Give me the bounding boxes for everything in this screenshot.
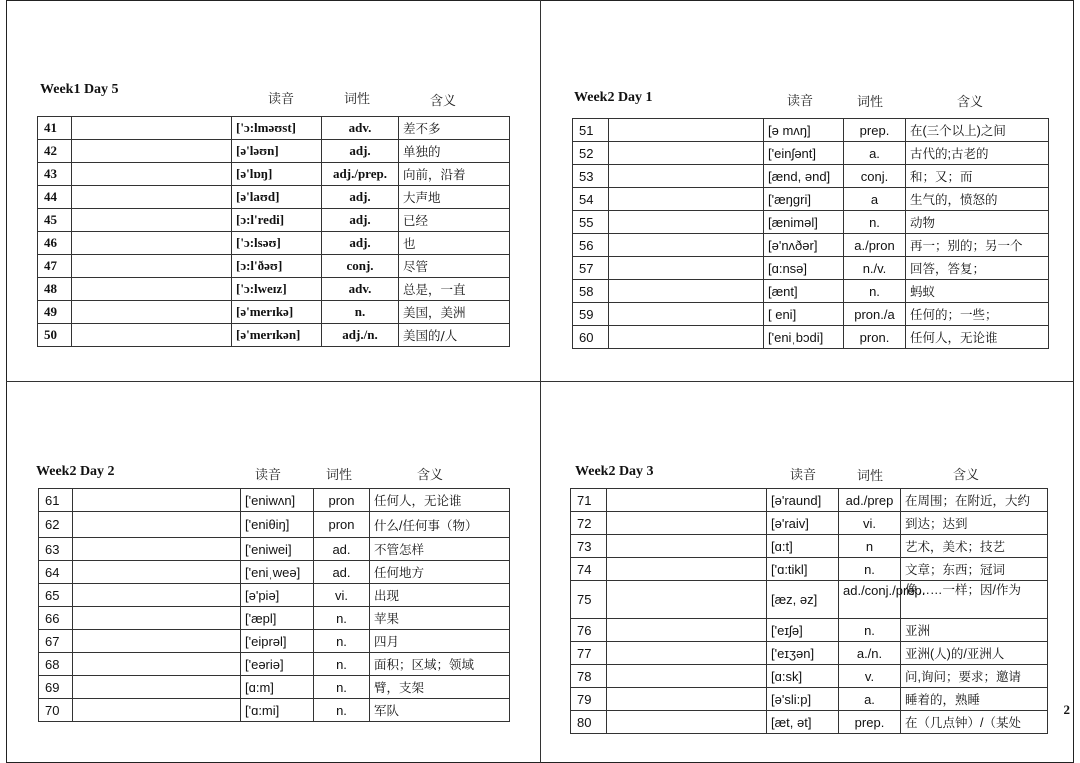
meaning-cell: 亚洲 [901, 619, 1048, 642]
word-number: 68 [39, 653, 73, 676]
part-of-speech-cell: a [844, 188, 906, 211]
vocab-table [572, 118, 1049, 349]
table-row [573, 280, 1049, 303]
meaning-cell: 尽管 [399, 255, 510, 278]
word-number: 52 [573, 142, 609, 165]
pronunciation-cell: ['æŋgri] [764, 188, 844, 211]
word-number: 80 [571, 711, 607, 734]
word-number: 53 [573, 165, 609, 188]
table-row [571, 711, 1048, 734]
table-row [39, 653, 510, 676]
vocab-table [37, 116, 510, 347]
pronunciation-cell: ['eniˌweə] [241, 561, 314, 584]
part-of-speech-cell: adj. [322, 232, 399, 255]
word-number: 41 [38, 117, 72, 140]
meaning-cell: 和；又；而 [906, 165, 1049, 188]
table-row [38, 140, 510, 163]
pronunciation-cell: [æt, ət] [767, 711, 839, 734]
table-row [571, 665, 1048, 688]
table-row [571, 512, 1048, 535]
blank-cell [607, 665, 767, 688]
table-row [39, 561, 510, 584]
header-pron: 读音 [787, 94, 814, 109]
meaning-cell: 向前，沿着 [399, 163, 510, 186]
blank-cell [609, 257, 764, 280]
header-pron: 读音 [790, 468, 817, 483]
pronunciation-cell: [ə'merɪkən] [232, 324, 322, 347]
header-meaning: 含义 [417, 468, 444, 483]
blank-cell [607, 512, 767, 535]
part-of-speech-cell: pron [314, 512, 370, 538]
vocab-table [38, 488, 510, 722]
part-of-speech-cell: n. [844, 211, 906, 234]
blank-cell [607, 688, 767, 711]
header-meaning: 含义 [957, 95, 984, 110]
table-row [39, 607, 510, 630]
blank-cell [72, 209, 232, 232]
blank-cell [609, 211, 764, 234]
meaning-cell: 苹果 [370, 607, 510, 630]
part-of-speech-cell: v. [839, 665, 901, 688]
pronunciation-cell: ['eiprəl] [241, 630, 314, 653]
table-row [573, 326, 1049, 349]
part-of-speech-cell: n. [314, 676, 370, 699]
word-number: 72 [571, 512, 607, 535]
pronunciation-cell: [ə'raiv] [767, 512, 839, 535]
pronunciation-cell: [ə'raund] [767, 489, 839, 512]
pronunciation-cell: ['ɑ:mi] [241, 699, 314, 722]
part-of-speech-cell: n. [839, 558, 901, 581]
meaning-cell: 大声地 [399, 186, 510, 209]
blank-cell [72, 278, 232, 301]
meaning-cell: 美国的/人 [399, 324, 510, 347]
pronunciation-cell: [ɑ:sk] [767, 665, 839, 688]
meaning-cell: 单独的 [399, 140, 510, 163]
pronunciation-cell: [ə'sli:p] [767, 688, 839, 711]
pronunciation-cell: [ɑ:nsə] [764, 257, 844, 280]
word-number: 77 [571, 642, 607, 665]
word-number: 79 [571, 688, 607, 711]
part-of-speech-cell: a. [844, 142, 906, 165]
blank-cell [609, 303, 764, 326]
pronunciation-cell: ['ɔ:lməʊst] [232, 117, 322, 140]
pronunciation-cell: [ɑ:m] [241, 676, 314, 699]
word-number: 48 [38, 278, 72, 301]
part-of-speech-cell: n [839, 535, 901, 558]
blank-cell [72, 324, 232, 347]
pronunciation-cell: [ eni] [764, 303, 844, 326]
blank-cell [72, 301, 232, 324]
horizontal-divider [6, 381, 1074, 382]
table-row [573, 234, 1049, 257]
pronunciation-cell: [ænd, ənd] [764, 165, 844, 188]
header-pos: 词性 [857, 469, 884, 484]
part-of-speech-cell: vi. [314, 584, 370, 607]
blank-cell [607, 711, 767, 734]
part-of-speech-cell: ad./conj./prep. [839, 581, 901, 619]
part-of-speech-cell: n./v. [844, 257, 906, 280]
table-row [573, 188, 1049, 211]
pronunciation-cell: [æz, əz] [767, 581, 839, 619]
pronunciation-cell: [ɑ:t] [767, 535, 839, 558]
word-number: 69 [39, 676, 73, 699]
meaning-cell: 差不多 [399, 117, 510, 140]
table-row [38, 324, 510, 347]
part-of-speech-cell: a./pron [844, 234, 906, 257]
word-number: 65 [39, 584, 73, 607]
part-of-speech-cell: conj. [844, 165, 906, 188]
pronunciation-cell: [ænimәl] [764, 211, 844, 234]
table-row [39, 584, 510, 607]
part-of-speech-cell: n. [839, 619, 901, 642]
word-number: 70 [39, 699, 73, 722]
header-pron: 读音 [255, 468, 282, 483]
blank-cell [609, 326, 764, 349]
pronunciation-cell: ['eəriə] [241, 653, 314, 676]
part-of-speech-cell: prep. [839, 711, 901, 734]
word-number: 50 [38, 324, 72, 347]
blank-cell [607, 581, 767, 619]
table-row [38, 232, 510, 255]
part-of-speech-cell: vi. [839, 512, 901, 535]
header-pos: 词性 [857, 95, 884, 110]
blank-cell [607, 489, 767, 512]
pronunciation-cell: [ɔ:l'ðəʊ] [232, 255, 322, 278]
header-pron: 读音 [268, 92, 295, 107]
table-row [39, 630, 510, 653]
meaning-cell: 总是，一直 [399, 278, 510, 301]
part-of-speech-cell: n. [314, 630, 370, 653]
pronunciation-cell: ['eniθiŋ] [241, 512, 314, 538]
meaning-cell: 美国，美洲 [399, 301, 510, 324]
table-row [38, 186, 510, 209]
pronunciation-cell: ['eniˌbɔdi] [764, 326, 844, 349]
blank-cell [609, 142, 764, 165]
part-of-speech-cell: adj./prep. [322, 163, 399, 186]
word-number: 45 [38, 209, 72, 232]
table-row [571, 642, 1048, 665]
pronunciation-cell: [ɔ:l'redi] [232, 209, 322, 232]
pronunciation-cell: ['einʃənt] [764, 142, 844, 165]
panel-title: Week2 Day 3 [575, 464, 654, 479]
part-of-speech-cell: adj. [322, 186, 399, 209]
table-row [573, 257, 1049, 280]
pronunciation-cell: ['ɔ:lweɪz] [232, 278, 322, 301]
table-row [38, 163, 510, 186]
blank-cell [73, 584, 241, 607]
header-pos: 词性 [326, 468, 353, 483]
meaning-cell: 在周围；在附近，大约 [901, 489, 1048, 512]
word-number: 76 [571, 619, 607, 642]
pronunciation-cell: [ə mʌŋ] [764, 119, 844, 142]
meaning-cell: 睡着的，熟睡 [901, 688, 1048, 711]
meaning-cell: 什么/任何事（物） [370, 512, 510, 538]
meaning-cell: 蚂蚁 [906, 280, 1049, 303]
part-of-speech-cell: prep. [844, 119, 906, 142]
word-number: 42 [38, 140, 72, 163]
pronunciation-cell: [ə'merɪkə] [232, 301, 322, 324]
pronunciation-cell: ['ɑ:tikl] [767, 558, 839, 581]
blank-cell [73, 676, 241, 699]
table-row [38, 301, 510, 324]
meaning-cell: 任何人，无论谁 [370, 489, 510, 512]
table-row [38, 278, 510, 301]
word-number: 61 [39, 489, 73, 512]
meaning-cell: 臂，支架 [370, 676, 510, 699]
part-of-speech-cell: n. [322, 301, 399, 324]
word-number: 63 [39, 538, 73, 561]
pronunciation-cell: ['eniwʌn] [241, 489, 314, 512]
pronunciation-cell: [ə'laʊd] [232, 186, 322, 209]
part-of-speech-cell: adv. [322, 117, 399, 140]
table-row [571, 489, 1048, 512]
word-number: 51 [573, 119, 609, 142]
part-of-speech-cell: adj. [322, 140, 399, 163]
table-row [571, 535, 1048, 558]
word-number: 57 [573, 257, 609, 280]
blank-cell [73, 561, 241, 584]
pronunciation-cell: ['eɪʃə] [767, 619, 839, 642]
blank-cell [607, 619, 767, 642]
meaning-cell: 动物 [906, 211, 1049, 234]
header-meaning: 含义 [430, 94, 457, 109]
table-row [39, 512, 510, 538]
meaning-cell: 到达；达到 [901, 512, 1048, 535]
part-of-speech-cell: a. [839, 688, 901, 711]
word-number: 73 [571, 535, 607, 558]
blank-cell [609, 234, 764, 257]
blank-cell [72, 117, 232, 140]
blank-cell [609, 280, 764, 303]
page-number: 2 [1063, 702, 1070, 717]
word-number: 43 [38, 163, 72, 186]
word-number: 67 [39, 630, 73, 653]
part-of-speech-cell: a./n. [839, 642, 901, 665]
pronunciation-cell: ['æpl] [241, 607, 314, 630]
blank-cell [73, 538, 241, 561]
word-number: 49 [38, 301, 72, 324]
part-of-speech-cell: pron [314, 489, 370, 512]
meaning-cell: 再一；别的；另一个 [906, 234, 1049, 257]
vocab-table [570, 488, 1048, 734]
blank-cell [607, 558, 767, 581]
blank-cell [609, 188, 764, 211]
blank-cell [73, 607, 241, 630]
pronunciation-cell: ['eniwei] [241, 538, 314, 561]
table-row [39, 699, 510, 722]
word-number: 55 [573, 211, 609, 234]
panel-title: Week2 Day 1 [574, 90, 653, 105]
word-number: 47 [38, 255, 72, 278]
table-row [573, 165, 1049, 188]
pronunciation-cell: [ə'lɒŋ] [232, 163, 322, 186]
meaning-cell: 在(三个以上)之间 [906, 119, 1049, 142]
table-row [571, 619, 1048, 642]
part-of-speech-cell: n. [314, 699, 370, 722]
word-number: 44 [38, 186, 72, 209]
table-row [571, 558, 1048, 581]
word-number: 58 [573, 280, 609, 303]
blank-cell [73, 489, 241, 512]
table-row [38, 117, 510, 140]
blank-cell [72, 186, 232, 209]
table-row [573, 211, 1049, 234]
table-row [38, 255, 510, 278]
part-of-speech-cell: pron./a [844, 303, 906, 326]
blank-cell [607, 642, 767, 665]
word-number: 54 [573, 188, 609, 211]
meaning-cell: 出现 [370, 584, 510, 607]
part-of-speech-cell: ad. [314, 561, 370, 584]
word-number: 59 [573, 303, 609, 326]
pronunciation-cell: [ə'ləʊn] [232, 140, 322, 163]
word-number: 66 [39, 607, 73, 630]
meaning-cell: 军队 [370, 699, 510, 722]
table-row [573, 303, 1049, 326]
table-row [571, 581, 1048, 619]
meaning-cell: 像……一样；因/作为 [901, 581, 1048, 619]
blank-cell [72, 140, 232, 163]
blank-cell [72, 255, 232, 278]
meaning-cell: 艺术，美术；技艺 [901, 535, 1048, 558]
word-number: 78 [571, 665, 607, 688]
meaning-cell: 文章；东西；冠词 [901, 558, 1048, 581]
part-of-speech-cell: pron. [844, 326, 906, 349]
table-row [38, 209, 510, 232]
table-row [39, 489, 510, 512]
word-number: 64 [39, 561, 73, 584]
part-of-speech-cell: adv. [322, 278, 399, 301]
panel-title: Week1 Day 5 [40, 82, 119, 97]
word-number: 71 [571, 489, 607, 512]
blank-cell [72, 163, 232, 186]
blank-cell [72, 232, 232, 255]
part-of-speech-cell: adj./n. [322, 324, 399, 347]
pronunciation-cell: [ə'nʌðər] [764, 234, 844, 257]
meaning-cell: 任何地方 [370, 561, 510, 584]
meaning-cell: 任何人，无论谁 [906, 326, 1049, 349]
part-of-speech-cell: ad./prep [839, 489, 901, 512]
word-number: 75 [571, 581, 607, 619]
meaning-cell: 不管怎样 [370, 538, 510, 561]
table-row [573, 119, 1049, 142]
table-row [39, 676, 510, 699]
pronunciation-cell: ['eɪʒən] [767, 642, 839, 665]
panel-title: Week2 Day 2 [36, 464, 115, 479]
meaning-cell: 亚洲(人)的/亚洲人 [901, 642, 1048, 665]
meaning-cell: 在（几点钟）/（某处 [901, 711, 1048, 734]
meaning-cell: 四月 [370, 630, 510, 653]
meaning-cell: 古代的;古老的 [906, 142, 1049, 165]
word-number: 46 [38, 232, 72, 255]
blank-cell [73, 630, 241, 653]
part-of-speech-cell: adj. [322, 209, 399, 232]
blank-cell [73, 512, 241, 538]
meaning-cell: 任何的；一些； [906, 303, 1049, 326]
word-number: 60 [573, 326, 609, 349]
part-of-speech-cell: ad. [314, 538, 370, 561]
pronunciation-cell: [ə'piə] [241, 584, 314, 607]
word-number: 74 [571, 558, 607, 581]
table-row [571, 688, 1048, 711]
blank-cell [609, 119, 764, 142]
word-number: 62 [39, 512, 73, 538]
meaning-cell: 也 [399, 232, 510, 255]
part-of-speech-cell: conj. [322, 255, 399, 278]
blank-cell [607, 535, 767, 558]
word-number: 56 [573, 234, 609, 257]
header-meaning: 含义 [953, 468, 980, 483]
blank-cell [609, 165, 764, 188]
meaning-cell: 生气的，愤怒的 [906, 188, 1049, 211]
part-of-speech-cell: n. [314, 653, 370, 676]
table-row [573, 142, 1049, 165]
header-pos: 词性 [344, 92, 371, 107]
meaning-cell: 问,询问；要求；邀请 [901, 665, 1048, 688]
blank-cell [73, 699, 241, 722]
meaning-cell: 面积；区域；领域 [370, 653, 510, 676]
meaning-cell: 已经 [399, 209, 510, 232]
blank-cell [73, 653, 241, 676]
table-row [39, 538, 510, 561]
pronunciation-cell: ['ɔ:lsəʊ] [232, 232, 322, 255]
part-of-speech-cell: n. [844, 280, 906, 303]
part-of-speech-cell: n. [314, 607, 370, 630]
pronunciation-cell: [ænt] [764, 280, 844, 303]
meaning-cell: 回答，答复； [906, 257, 1049, 280]
